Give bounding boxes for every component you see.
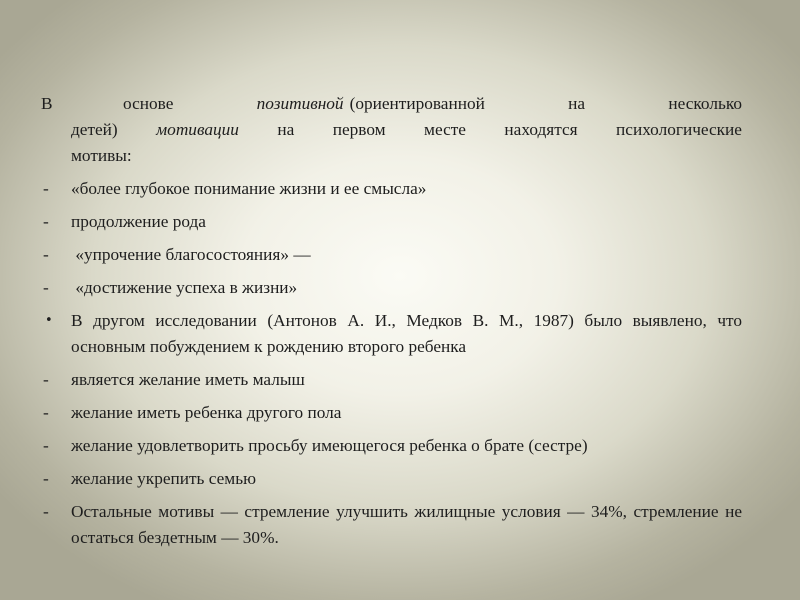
list-marker: - [43,278,49,297]
intro-word-detey: детей) [71,120,118,139]
intro-paragraph [41,91,742,169]
list-item-text: желание иметь ребенка другого пола [71,403,342,422]
list-item-text: «более глубокое понимание жизни и ее смысла» [71,179,427,198]
slide-content [41,91,742,551]
intro-word-orientirovannoy: (ориентированной [349,94,485,113]
intro-line-3: мотивы: [71,146,132,165]
list-item [41,242,742,268]
intro-word-neskolko: несколько [668,94,742,113]
intro-line-2-rest: на первом месте находятся психологические [277,120,742,139]
bullet-paragraph-text: В другом исследовании (Антонов А. И., Медков В. М., 1987) было выявлено, что основным побуждением к рождению второго ребенка [71,311,742,356]
list-marker: - [43,179,49,198]
list-item [41,400,742,426]
list-item [41,275,742,301]
list-marker: - [43,436,49,455]
intro-line-1 [71,91,742,117]
intro-word-motivatsii: мотивации [156,120,239,139]
list-marker: - [43,245,49,264]
list-item [41,367,742,393]
list-item-text: «достижение успеха в жизни» [71,278,298,297]
list-marker: - [43,469,49,488]
list-item [41,499,742,551]
list-marker: - [43,502,49,521]
intro-word-pozitivnoy: позитивной [256,94,344,113]
list-marker: - [43,212,49,231]
bullet-marker: • [45,313,53,328]
list-item-text: желание укрепить семью [71,469,257,488]
list-item [41,209,742,235]
list-item-text: продолжение рода [71,212,206,231]
list-marker: - [43,403,49,422]
list-item-text: «упрочение благосостояния» — [71,245,311,264]
intro-word-osnove: основе [123,94,174,113]
list-item-text: Остальные мотивы — стремление улучшить жилищные условия — 34%, стремление не остаться бездетным — 30%. [71,502,742,547]
intro-line-2 [71,117,742,143]
list-item [41,466,742,492]
intro-marker: В [41,94,53,113]
list-marker: - [43,370,49,389]
intro-phrase [257,91,485,117]
intro-text [71,91,742,169]
list-item-text: является желание иметь малыш [71,370,305,389]
list-item [41,176,742,202]
bullet-paragraph [41,308,742,360]
list-item-text: желание удовлетворить просьбу имеющегося ребенка о брате (сестре) [71,436,588,455]
list-item [41,433,742,459]
intro-word-na: на [568,94,586,113]
